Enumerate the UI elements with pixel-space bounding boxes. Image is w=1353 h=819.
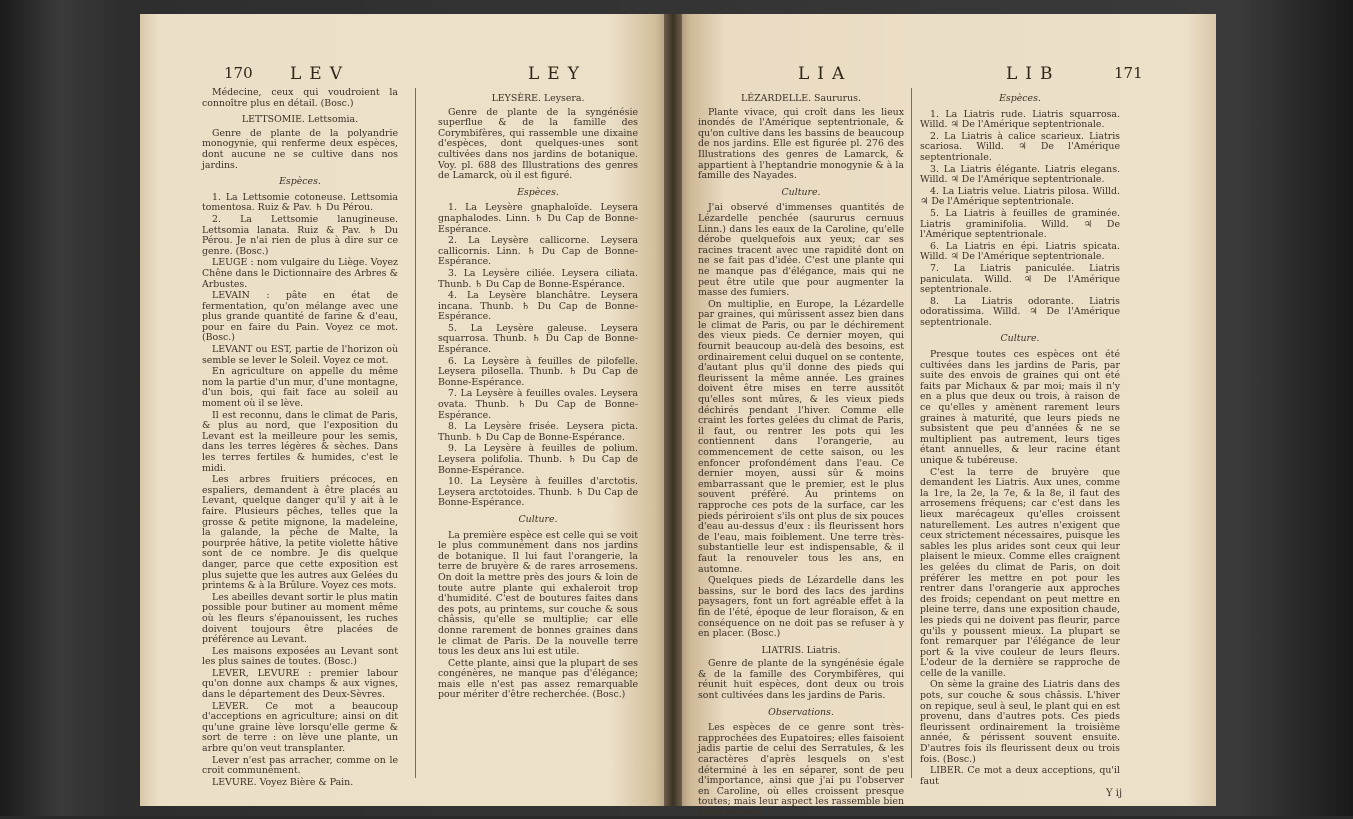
entry-heading: LÉZARDELLE. Saururus. xyxy=(741,93,861,104)
page-number-right: 171 xyxy=(1114,64,1143,82)
paragraph: En agriculture on appelle du même nom la partie d'un mur, d'une montagne, d'un bois, qui fait face au soleil au moment où il se lève. xyxy=(202,366,398,410)
paragraph: 1. La Leysère gnaphaloïde. Leysera gnaphalodes. Linn. ♄ Du Cap de Bonne-Espérance. xyxy=(438,202,638,235)
paragraph: 1. La Liatris rude. Liatris squarrosa. Willd. ♃ De l'Amérique septentrionale. xyxy=(920,108,1120,131)
paragraph: Genre de plante de la syngénésie superflue & de la famille des Corymbifères, qui rassemble une dixaine d'espèces, dont quelques-unes sont cultivées dans nos jardins de botanique. Voy. pl. 688 des Illustrations des genres de Lamarck, où il est figuré. xyxy=(438,106,638,182)
column-rule xyxy=(911,88,912,778)
section-heading: Espèces. xyxy=(517,186,559,198)
paragraph: Quelques pieds de Lézardelle dans les bassins, sur le bord des lacs des jardins paysagers, font un fort agréable effet à la fin de l'été, époque de leur floraison, & en conséquence on ne doit pas se refuser à y en placer. (Bosc.) xyxy=(698,575,904,640)
page-number-left: 170 xyxy=(224,64,253,82)
paragraph: Lever n'est pas arracher, comme on le croit communément. xyxy=(202,754,398,777)
right-page xyxy=(676,14,1216,818)
left-page-column-1 xyxy=(202,88,398,788)
paragraph: LEVAIN : pâte en état de fermentation, qu'on mélange avec une plus grande quantité de farine & d'eau, pour en faire du Pain. Voyez ce mot. (Bosc.) xyxy=(202,290,398,344)
left-page-column-2 xyxy=(438,88,638,788)
paragraph: 4. La Liatris velue. Liatris pilosa. Willd. ♃ De l'Amérique septentrionale. xyxy=(920,185,1120,208)
paragraph: 2. La Lettsomie lanugineuse. Lettsomia lanata. Ruiz & Pav. ♄ Du Pérou. Je n'ai rien de plus à dire sur ce genre. (Bosc.) xyxy=(202,213,398,257)
section-heading: Culture. xyxy=(518,513,558,525)
paragraph: LEVURE. Voyez Bière & Pain. xyxy=(212,776,354,788)
entry-heading: LIATRIS. Liatris. xyxy=(761,644,841,656)
entry-heading: LETTSOMIE. Lettsomia. xyxy=(241,114,359,126)
paragraph: Il est reconnu, dans le climat de Paris, & plus au nord, que l'exposition du Levant est la meilleure pour les semis, dans les terres légères & sèches. Dans les terres fertiles & humides, c'est le midi. xyxy=(202,409,398,474)
paragraph: 6. La Leysère à feuilles de pilofelle. Leysera pilosella. Thunb. ♄ Du Cap de Bonne-Espérance. xyxy=(438,355,638,388)
paragraph: LEVER. Ce mot a beaucoup d'acceptions en agriculture; ainsi on dit qu'une graine lève lorsqu'elle germe & sort de terre : on lève une plante, un arbre qu'on veut transplanter. xyxy=(202,700,398,755)
paragraph: 2. La Liatris à calice scarieux. Liatris scariosa. Willd. ♃ De l'Amérique septentrionale. xyxy=(920,130,1120,163)
paragraph: Les maisons exposées au Levant sont les plus saines de toutes. (Bosc.) xyxy=(202,645,398,668)
paragraph: La première espèce est celle qui se voit le plus communément dans nos jardins de botanique. Il lui faut l'orangerie, la terre de bruyère & de rares arrosemens. On doit la mettre près des jours & loin de toute autre plante qui exhaleroit trop d'humidité. C'est de boutures faites dans des pots, au printems, sur couche & sous châssis, qu'elle se multiplie; car elle donne rarement de bonnes graines dans le climat de Paris. De la nouvelle terre tous les deux ans lui est utile. xyxy=(438,529,638,658)
paragraph: J'ai observé d'immenses quantités de Lézardelle penchée (saururus cernuus Linn.) dans les eaux de la Caroline, qu'elle dérobe quelquefois aux yeux; car ses racines tracent avec une rapidité dont on ne se fait pas d'idée. C'est une plante qui ne manque pas d'élégance, mais qui ne peut être utile que pour augmenter la masse des fumiers. xyxy=(698,202,904,299)
paragraph: LEUGE : nom vulgaire du Liège. Voyez Chêne dans le Dictionnaire des Arbres & Arbustes. xyxy=(202,257,398,290)
paragraph: LEVANT ou EST, partie de l'horizon où semble se lever le Soleil. Voyez ce mot. xyxy=(202,344,398,366)
running-header-left-1: LEV xyxy=(290,64,350,84)
running-header-right-1: LIA xyxy=(798,64,853,84)
paragraph: On multiplie, en Europe, la Lézardelle par graines, qui mûrissent assez bien dans le climat de Paris, ou par le déchirement des vieux pieds. Ce dernier moyen, qui fournit beaucoup au-delà des besoins, est ordinairement celui duquel on se contente, d'autant plus qu'il donne des pieds qui fleurissent la même année. Les graines doivent être mises en terre aussitôt qu'elles sont mûres, & les vieux pieds déchirés pendant l'hiver. Comme elle craint les fortes gelées du climat de Paris, il faut, ou rentrer les pots qui les contiennent dans l'orangerie, au commencement de cette saison, ou les enfoncer profondément dans l'eau. Ce dernier moyen, aussi sûr & moins embarrassant que le premier, est le plus souvent préféré. Au printems on rapproche ces pots de la surface, car les pieds périroient s'ils ont plus de six pouces d'eau au-dessus d'eux : ils fleurissent hors de l'eau, mais foiblement. Une terre très-substantielle leur est indispensable, & il faut la renouveler tous les ans, en automne. xyxy=(698,298,904,575)
paragraph: 2. La Leysère callicorne. Leysera callicornis. Linn. ♄ Du Cap de Bonne-Espérance. xyxy=(438,235,638,268)
paragraph: LEVER, LEVURE : premier labour qu'on donne aux champs & aux vignes, dans le département des Deux-Sèvres. xyxy=(202,667,398,701)
paragraph: 5. La Liatris à feuilles de graminée. Liatris graminifolia. Willd. ♃ De l'Amérique septentrionale. xyxy=(920,207,1120,241)
paragraph: LIBER. Ce mot a deux acceptions, qu'il faut xyxy=(920,765,1120,787)
section-heading: Espèces. xyxy=(999,93,1041,104)
paragraph: 3. La Leysère ciliée. Leysera ciliata. Thunb. ♄ Du Cap de Bonne-Espérance. xyxy=(438,267,638,290)
paragraph: 1. La Lettsomie cotoneuse. Lettsomia tomentosa. Ruiz & Pav. ♄ Du Pérou. xyxy=(202,191,398,214)
paragraph: Les arbres fruitiers précoces, en espaliers, demandent à être placés au Levant, quelque danger qu'il y ait à le faire. Plusieurs pêches, telles que la grosse & petite mignone, la madeleine, la galande, la pêche de Malte, la pourprée hâtive, la petite violette hâtive sont de ce nombre. Je dis quelque danger, parce que cette exposition est plus sujette que les autres aux Gelées du printems & à la Brûlure. Voyez ces mots. xyxy=(202,474,398,592)
paragraph: 3. La Liatris élégante. Liatris elegans. Willd. ♃ De l'Amérique septentrionale. xyxy=(920,163,1120,186)
paragraph: Les espèces de ce genre sont très-rapprochées des Eupatoires; elles faisoient jadis partie de celui des Serratules, & les caractères d'après lesquels on s'est déterminé à les en séparer, sont de peu d'importance, ainsi que j'ai pu l'observer en Caroline, où elles croissent presque toutes; mais leur aspect les rassemble bien certainement. xyxy=(698,722,904,818)
running-header-right-2: LIB xyxy=(1006,64,1061,84)
right-page-column-2 xyxy=(920,88,1120,788)
paragraph: 8. La Leysère frisée. Leysera picta. Thunb. ♄ Du Cap de Bonne-Espérance. xyxy=(438,421,638,443)
paragraph: 4. La Leysère blanchâtre. Leysera incana. Thunb. ♄ Du Cap de Bonne-Espérance. xyxy=(438,290,638,323)
book-gutter xyxy=(664,14,682,806)
running-header-left-2: LEY xyxy=(528,64,587,84)
paragraph: 7. La Liatris paniculée. Liatris paniculata. Willd. ♃ De l'Amérique septentrionale. xyxy=(920,262,1120,296)
left-page xyxy=(140,14,670,806)
section-heading: Culture. xyxy=(1000,333,1040,345)
paragraph: Plante vivace, qui croît dans les lieux inondés de l'Amérique septentrionale, & qu'on cultive dans les bassins de beaucoup de nos jardins. Elle est figurée pl. 276 des Illustrations des genres de Lamarck, & appartient à l'heptandrie monogynie & à la famille des Nayades. xyxy=(698,106,904,182)
paragraph: Médecine, ceux qui voudroient la connoître plus en détail. (Bosc.) xyxy=(202,87,398,109)
paragraph: On sème la graine des Liatris dans des pots, sur couche & sous châssis. L'hiver on repique, seul à seul, le plant qui en est provenu, dans d'autres pots. Ces pieds fleurissent ordinairement la troisième année, & périssent souvent ensuite. D'autres fois ils fleurissent deux ou trois fois. (Bosc.) xyxy=(920,679,1120,765)
paragraph: Presque toutes ces espèces ont été cultivées dans les jardins de Paris, par suite des envois de graines qui ont été faits par Michaux & par moi; mais il n'y en a plus que deux ou trois, à raison de ce qu'elles y amènent rarement leurs graines à maturité, que leurs pieds ne subsistent que peu d'années & ne se multiplient pas autrement, leurs tiges étant annuelles, & leur racine étant unique & tubéreuse. xyxy=(920,349,1120,466)
section-heading: Espèces. xyxy=(279,176,321,188)
paragraph: Cette plante, ainsi que la plupart de ses congénères, ne manque pas d'élégance; mais elle n'est pas assez remarquable pour mériter d'être recherchée. (Bosc.) xyxy=(438,657,638,701)
paragraph: Genre de plante de la syngénésie égale & de la famille des Corymbifères, qui réunit huit espèces, dont deux ou trois sont cultivées dans les jardins de Paris. xyxy=(698,658,904,702)
paragraph: C'est la terre de bruyère que demandent les Liatris. Aux unes, comme la 1re, la 2e, la 7e, & la 8e, il faut des arrosemens fréquens; car c'est dans les lieux marécageux qu'elles croissent naturellement. Les autres n'exigent que ceux strictement nécessaires, puisque les sables les plus arides sont ceux qui leur plaisent le mieux. Comme elles craignent les gelées du climat de Paris, on doit préférer les mettre en pot pour les rentrer dans l'orangerie aux approches des froids; cependant on peut mettre en pleine terre, dans une exposition chaude, les pieds qui ne doivent pas fleurir, parce qu'ils y poussent mieux. La plupart se font remarquer par l'élégance de leur port & la vive couleur de leurs fleurs. L'odeur de la dernière se rapproche de celle de la vanille. xyxy=(920,466,1120,679)
entry-heading: LEYSÈRE. Leysera. xyxy=(491,93,585,104)
paragraph: 8. La Liatris odorante. Liatris odoratissima. Willd. ♃ De l'Amérique septentrionale. xyxy=(920,295,1120,328)
paragraph: 7. La Leysère à feuilles ovales. Leysera ovata. Thunb. ♄ Du Cap de Bonne-Espérance. xyxy=(438,388,638,421)
section-heading: Observations. xyxy=(768,706,834,718)
column-rule xyxy=(415,88,416,778)
paragraph: 5. La Leysère galeuse. Leysera squarrosa. Thunb. ♄ Du Cap de Bonne-Espérance. xyxy=(438,322,638,356)
section-heading: Culture. xyxy=(781,186,821,198)
paragraph: 10. La Leysère à feuilles d'arctotis. Leysera arctotoides. Thunb. ♄ Du Cap de Bonne-Espérance. xyxy=(438,476,638,509)
right-page-column-1 xyxy=(698,88,904,818)
signature-mark: Y ij xyxy=(1106,788,1123,799)
paragraph: Les abeilles devant sortir le plus matin possible pour butiner au moment même où les fleurs s'épanouissent, les ruches doivent toujours être placées de préférence au Levant. xyxy=(202,591,398,646)
paragraph: Genre de plante de la polyandrie monogynie, qui renferme deux espèces, dont aucune ne se cultive dans nos jardins. xyxy=(202,127,398,171)
paragraph: 6. La Liatris en épi. Liatris spicata. Willd. ♃ De l'Amérique septentrionale. xyxy=(920,240,1120,263)
paragraph: 9. La Leysère à feuilles de polium. Leysera polifolia. Thunb. ♄ Du Cap de Bonne-Espérance. xyxy=(438,443,638,476)
